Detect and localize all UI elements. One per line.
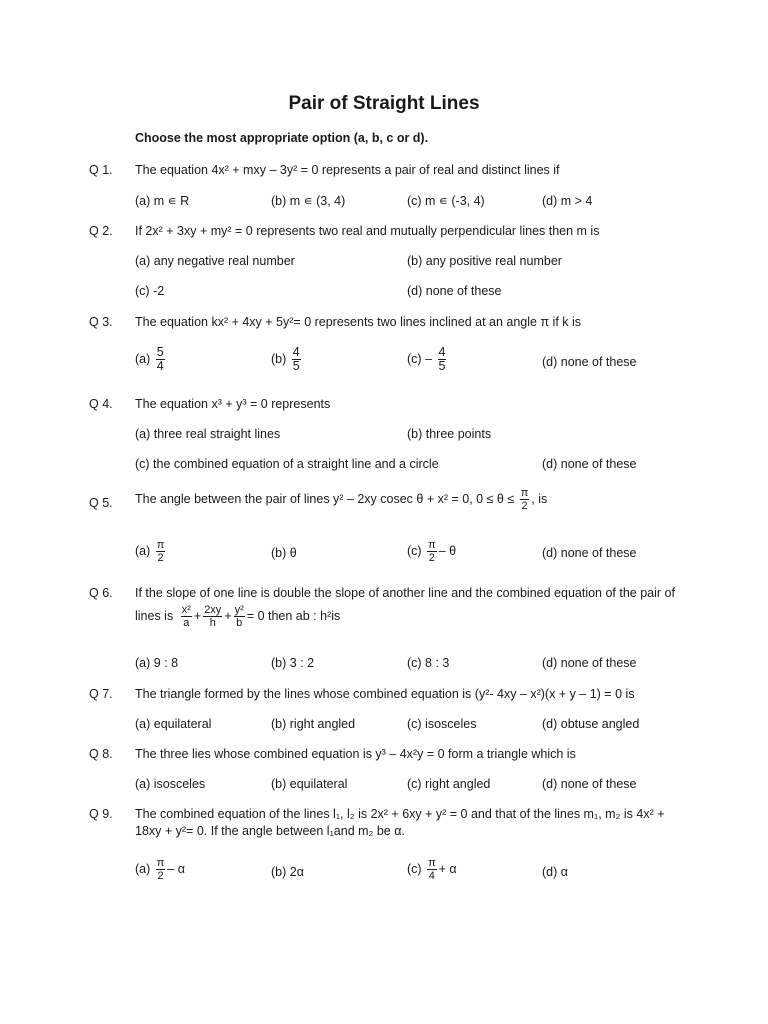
denominator: 2 xyxy=(521,500,528,512)
question-number: Q 1. xyxy=(89,163,113,177)
question-text: The three lies whose combined equation is y³ – 4x²y = 0 form a triangle which is xyxy=(135,747,576,761)
option-a: (a) m ∊ R xyxy=(135,194,190,208)
option-c: (c) -2 xyxy=(135,284,165,298)
numerator: π xyxy=(156,539,165,551)
plus-sign: + xyxy=(224,609,232,623)
option-b: (b) any positive real number xyxy=(407,254,562,268)
numerator: x² xyxy=(181,604,191,616)
fraction xyxy=(156,346,165,373)
option-a xyxy=(135,857,185,882)
numerator: 2xy xyxy=(204,604,222,616)
numerator: π xyxy=(156,857,165,869)
fraction xyxy=(203,604,222,629)
option-b xyxy=(271,346,303,373)
option-b: (b) 2α xyxy=(271,865,304,879)
question-number: Q 9. xyxy=(89,807,113,821)
option-d: (d) none of these xyxy=(542,355,637,369)
option-a: (a) isosceles xyxy=(135,777,206,791)
fraction xyxy=(520,487,530,512)
option-b: (b) three points xyxy=(407,427,492,441)
denominator: 4 xyxy=(156,359,164,373)
option-b: (b) equilateral xyxy=(271,777,348,791)
option-label: (c) xyxy=(407,862,422,876)
instructions: Choose the most appropriate option (a, b, c or d). xyxy=(135,131,429,145)
question-number: Q 6. xyxy=(89,586,113,600)
option-d: (d) α xyxy=(542,865,568,879)
option-d: (d) none of these xyxy=(542,777,637,791)
option-c: (c) the combined equation of a straight line and a circle xyxy=(135,457,439,471)
option-label: (c) xyxy=(407,544,422,558)
option-c: (c) isosceles xyxy=(407,717,477,731)
option-c: (c) 8 : 3 xyxy=(407,656,450,670)
question-number: Q 8. xyxy=(89,747,113,761)
question-number: Q 7. xyxy=(89,687,113,701)
question-text-line2: 18xy + y²= 0. If the angle between l₁and m₂ be α. xyxy=(135,824,405,838)
option-label: (c) xyxy=(407,352,422,366)
fraction xyxy=(234,604,245,629)
option-a: (a) any negative real number xyxy=(135,254,295,268)
question-text: The equation 4x² + mxy – 3y² = 0 represents a pair of real and distinct lines if xyxy=(135,163,560,177)
numerator: 5 xyxy=(156,345,164,359)
page-title: Pair of Straight Lines xyxy=(288,93,480,114)
numerator: 4 xyxy=(438,345,446,359)
denominator: 2 xyxy=(157,870,164,882)
denominator: 5 xyxy=(438,359,446,373)
fraction xyxy=(427,857,437,882)
option-c xyxy=(407,346,448,373)
option-c: (c) m ∊ (-3, 4) xyxy=(407,194,485,208)
plus-sign: + xyxy=(193,609,202,623)
numerator: π xyxy=(428,857,436,869)
question-number: Q 3. xyxy=(89,315,113,329)
denominator: a xyxy=(181,616,192,629)
denominator: h xyxy=(203,616,222,629)
option-c xyxy=(407,539,456,564)
denominator: 2 xyxy=(428,552,435,564)
option-a xyxy=(135,346,167,373)
fraction xyxy=(438,346,447,373)
numerator: y² xyxy=(234,604,244,616)
option-c xyxy=(407,857,457,882)
question-text: If 2x² + 3xy + my² = 0 represents two real and mutually perpendicular lines then m is xyxy=(135,224,600,238)
question-text xyxy=(135,487,547,512)
option-a: (a) three real straight lines xyxy=(135,427,281,441)
fraction xyxy=(181,604,192,629)
option-c: (c) right angled xyxy=(407,777,491,791)
option-b: (b) right angled xyxy=(271,717,356,731)
fraction xyxy=(427,539,437,564)
question-text-main: The angle between the pair of lines y² – 2xy cosec θ + x² = 0, 0 ≤ θ ≤ xyxy=(135,492,515,506)
denominator: 5 xyxy=(292,359,300,373)
option-a: (a) equilateral xyxy=(135,717,212,731)
option-d: (d) none of these xyxy=(542,546,637,560)
option-tail: + α xyxy=(438,862,457,876)
option-a: (a) 9 : 8 xyxy=(135,656,179,670)
option-b: (b) m ∊ (3, 4) xyxy=(271,194,346,208)
denominator: 2 xyxy=(157,552,164,564)
option-tail: – θ xyxy=(438,544,457,558)
denominator: 4 xyxy=(428,870,435,882)
question-text: The equation kx² + 4xy + 5y²= 0 represents two lines inclined at an angle π if k is xyxy=(135,315,582,329)
option-label: (a) xyxy=(135,544,151,558)
minus-sign: – xyxy=(425,352,433,366)
question-text-end: = 0 then ab : h²is xyxy=(246,609,341,623)
fraction xyxy=(156,857,166,882)
numerator: 4 xyxy=(292,345,300,359)
question-text: The equation x³ + y³ = 0 represents xyxy=(135,397,331,411)
question-text: The combined equation of the lines l₁, l₂ is 2x² + 6xy + y² = 0 and that of the lines m₁, m₂ is 4x² + xyxy=(135,807,665,821)
option-label: (a) xyxy=(135,352,151,366)
numerator: π xyxy=(520,487,529,499)
option-d: (d) m > 4 xyxy=(542,194,593,208)
option-d: (d) obtuse angled xyxy=(542,717,640,731)
numerator: π xyxy=(428,539,436,551)
option-label: (b) xyxy=(271,352,287,366)
option-d: (d) none of these xyxy=(407,284,502,298)
option-d: (d) none of these xyxy=(542,656,637,670)
fraction xyxy=(292,346,301,373)
question-number: Q 5. xyxy=(89,496,113,510)
fraction xyxy=(156,539,166,564)
question-number: Q 2. xyxy=(89,224,113,238)
question-text-start: lines is xyxy=(135,609,174,623)
question-text: The triangle formed by the lines whose combined equation is (y²- 4xy – x²)(x + y – 1) = 0 is xyxy=(135,687,635,701)
option-d: (d) none of these xyxy=(542,457,637,471)
option-b: (b) 3 : 2 xyxy=(271,656,315,670)
denominator: b xyxy=(234,616,245,629)
question-number: Q 4. xyxy=(89,397,113,411)
option-tail: – α xyxy=(167,862,186,876)
option-a xyxy=(135,539,167,564)
question-text-line2 xyxy=(135,604,340,629)
question-text-end: , is xyxy=(531,492,548,506)
question-text: If the slope of one line is double the slope of another line and the combined equation of the pair of xyxy=(135,586,675,600)
option-b: (b) θ xyxy=(271,546,297,560)
option-label: (a) xyxy=(135,862,151,876)
